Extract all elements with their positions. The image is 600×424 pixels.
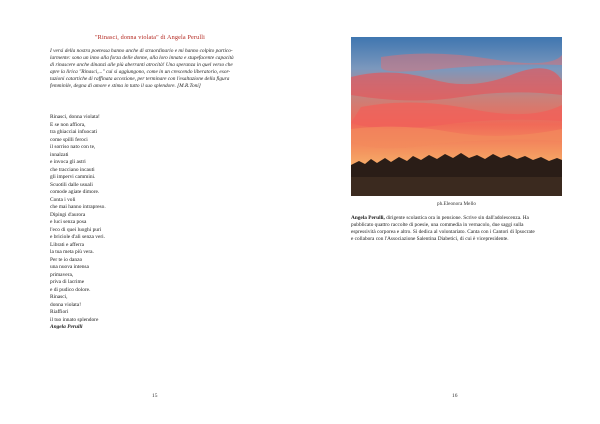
poem-line: e luci senza posa [50, 219, 87, 225]
poem-line: Rinasci, donna violata! [50, 114, 100, 120]
poem-line: come spilli feroci [50, 136, 88, 143]
poem-line: donna violata! [50, 301, 81, 308]
poem-line: una nuova intensa [50, 264, 89, 270]
poem-line: Conta i voli [50, 196, 76, 203]
poem-line: tra ghiacciai infuocati [50, 129, 97, 135]
bio-line: pubblicato quattro raccolte di poesie, una commedia in vernacolo, due saggi sulla [351, 222, 524, 229]
bio-line: e collabora con l'Associazione Salentina Diabetici, di cui è vicepresidente. [351, 236, 509, 243]
page-number-left: 15 [152, 393, 158, 399]
intro-line: larmente: sono un inno alla forza delle donne, alla loro innata e stupefacente capacità [50, 55, 234, 62]
poem-line: che mai hanno intrapreso. [50, 204, 106, 210]
intro-line: femminile, degna di amore e stima in tutto il suo splendore. [M.R.Toni] [50, 83, 201, 90]
intro-paragraph [50, 48, 262, 91]
poem-line: il sorriso nato con te, [50, 144, 96, 150]
poem-line: primavera, [50, 271, 74, 278]
bio-line: espressività corporea e altro. Si dedica al volontariato. Canta con i Cantori di Ipsocrate [351, 229, 535, 236]
poem-line: Librati e afferra [50, 241, 85, 248]
poem-line: il tuo innato splendore [50, 316, 99, 323]
poem-line: e invoca gli astri [50, 159, 86, 165]
poem-line: e di pudico dolore. [50, 286, 91, 293]
bio-line [351, 215, 563, 222]
poem-line: e briciole d'ali senza veri. [50, 234, 106, 240]
poem-line: la tua meta più vera. [50, 249, 94, 255]
intro-line: di rinascere anche dinanzi alle più aberranti atrocità! Una speranza in quel verso che [50, 62, 233, 69]
poem-line: Per te io danzo [50, 256, 83, 263]
poem-line: Scuotili dalle usuali [50, 181, 93, 188]
article-title: "Rinasci, donna violata" di Angela Perulli [95, 34, 205, 41]
poem-line: comode agiate dimore. [50, 189, 100, 195]
photo-caption: ph.Eleonora Mello [437, 201, 476, 207]
intro-line: I versi della nostra poetessa hanno anche di straordinario e mi hanno colpito partico- [50, 48, 233, 54]
bio-author-name: Angela Perulli, [351, 215, 385, 221]
poem-line: innalzati [50, 151, 69, 158]
poem-line: E se non affiora, [50, 121, 86, 128]
poem-author: Angela Perulli [50, 324, 83, 330]
sunset-photo [351, 37, 562, 196]
page-number-right: 16 [452, 393, 458, 399]
poem-line: Dipingi d'aurora [50, 211, 86, 218]
intro-line: apre la lirica "Rinasci,..." cui si aggiungono, come in un crescendo liberatorio, esor- [50, 69, 231, 76]
poem-line: Rinasci, [50, 294, 68, 300]
author-bio [351, 215, 563, 243]
poem-line: gli impervi cammini. [50, 174, 96, 180]
poem-line: priva di lacrime [50, 279, 85, 285]
intro-line: tazioni catartiche di raffinata accezione, per terminare con l'esaltazione della figura [50, 76, 230, 83]
poem-line: Riaffiori [50, 309, 69, 315]
poem-line: che tracciano incauti [50, 166, 95, 173]
poem-line: l'eco di quei luoghi puri [50, 226, 102, 233]
sunset-landscape-image [351, 37, 562, 196]
bio-line-text: dirigente scolastica ora in pensione. Scrive sin dall'adolescenza. Ha [384, 215, 529, 221]
poem [50, 114, 170, 332]
